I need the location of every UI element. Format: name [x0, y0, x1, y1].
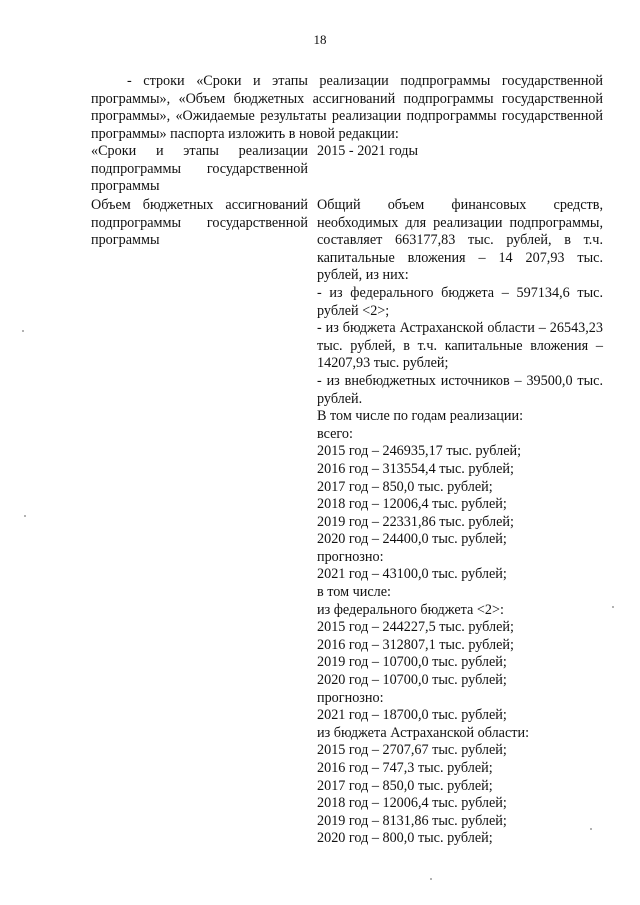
- budget-line: 2016 год – 313554,4 тыс. рублей;: [317, 460, 514, 477]
- terms-label: «Сроки и этапы реализации подпрограммы государственной программы: [91, 143, 308, 195]
- budget-row: [91, 197, 603, 847]
- budget-line: прогнозно:: [317, 689, 384, 706]
- budget-line: 2017 год – 850,0 тыс. рублей;: [317, 478, 493, 495]
- budget-line: 2019 год – 10700,0 тыс. рублей;: [317, 654, 507, 671]
- page-number: 18: [313, 32, 327, 47]
- budget-line: 2018 год – 12006,4 тыс. рублей;: [317, 496, 507, 513]
- budget-regional-paragraph: - из бюджета Астраханской области – 26543,23 тыс. рублей, в т.ч. капитальные вложения – 14207,93 тыс. рублей;: [317, 320, 603, 372]
- scan-speck: [22, 330, 24, 332]
- budget-line: 2016 год – 747,3 тыс. рублей;: [317, 760, 493, 776]
- budget-line: 2020 год – 24400,0 тыс. рублей;: [317, 531, 507, 548]
- budget-line: 2020 год – 10700,0 тыс. рублей;: [317, 672, 507, 689]
- terms-row: [91, 143, 603, 196]
- intro-paragraph: - строки «Сроки и этапы реализации подпрограммы государственной программы», «Объем бюджетных ассигнований подпрограммы государственной программы», «Ожидаемые результаты реализации подпрограммы государственной программы» паспорта изложить в новой редакции:: [91, 73, 603, 142]
- budget-federal-paragraph: - из федерального бюджета – 597134,6 тыс. рублей <2>;: [317, 284, 603, 319]
- budget-line: из бюджета Астраханской области:: [317, 724, 530, 741]
- budget-line: 2020 год – 800,0 тыс. рублей;: [317, 830, 493, 847]
- budget-line: 2016 год – 312807,1 тыс. рублей;: [317, 636, 514, 653]
- budget-line: В том числе по годам реализации:: [317, 408, 524, 425]
- budget-value: [317, 197, 603, 848]
- budget-line: 2019 год – 22331,86 тыс. рублей;: [317, 513, 514, 530]
- budget-line: 2017 год – 850,0 тыс. рублей;: [317, 777, 493, 794]
- budget-line: 2019 год – 8131,86 тыс. рублей;: [317, 812, 507, 829]
- budget-line: из федерального бюджета <2>:: [317, 601, 504, 618]
- scan-speck: [612, 606, 614, 608]
- budget-line: всего:: [317, 425, 353, 442]
- scan-speck: [430, 878, 432, 880]
- budget-line: прогнозно:: [317, 548, 384, 565]
- budget-extrabudget-paragraph: - из внебюджетных источников – 39500,0 тыс. рублей.: [317, 372, 603, 407]
- budget-line: 2015 год – 246935,17 тыс. рублей;: [317, 443, 522, 460]
- budget-line: 2021 год – 18700,0 тыс. рублей;: [317, 707, 507, 724]
- budget-total-paragraph: Общий объем финансовых средств, необходимых для реализации подпрограммы, составляет 663177,83 тыс. рублей, в т.ч. капитальные вложения – 14 207,93 тыс. рублей, из них:: [317, 197, 603, 284]
- budget-line: 2018 год – 12006,4 тыс. рублей;: [317, 795, 507, 812]
- budget-line: 2021 год – 43100,0 тыс. рублей;: [317, 566, 507, 583]
- budget-line: 2015 год – 2707,67 тыс. рублей;: [317, 742, 507, 759]
- budget-line: в том числе:: [317, 584, 391, 601]
- budget-year-list: [317, 408, 603, 848]
- terms-value: 2015 - 2021 годы: [317, 143, 419, 159]
- budget-line: 2015 год – 244227,5 тыс. рублей;: [317, 619, 514, 636]
- budget-label: Объем бюджетных ассигнований подпрограммы государственной программы: [91, 197, 308, 249]
- scan-speck: [590, 828, 592, 830]
- scan-speck: [24, 515, 26, 517]
